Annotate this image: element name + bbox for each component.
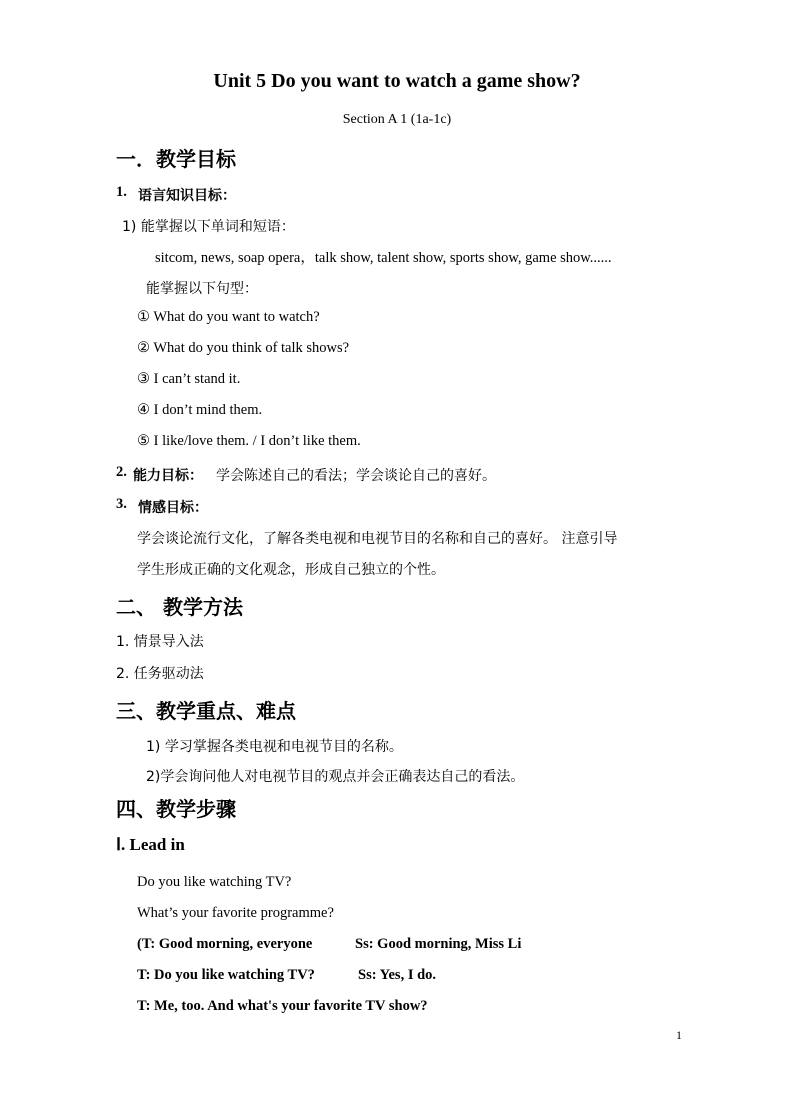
method-item: 2. 任务驱动法: [116, 666, 204, 682]
item-1-sub-1: 1) 能掌握以下单词和短语：: [122, 219, 295, 235]
item-2-number: 2.: [116, 464, 127, 480]
sentence-intro: 能掌握以下句型：: [146, 281, 258, 297]
lead-question: What’s your favorite programme?: [137, 905, 334, 921]
sentence-item: ⑤ I like/love them. / I don’t like them.: [137, 433, 361, 449]
heading-teaching-steps: 四、教学步骤: [116, 797, 236, 821]
dialog-student-line: Ss: Good morning, Miss Li: [355, 936, 522, 952]
key-point-item: 2)学会询问他人对电视节目的观点并会正确表达自己的看法。: [146, 769, 525, 785]
sentence-item: ② What do you think of talk shows?: [137, 340, 350, 356]
sentence-item: ④ I don’t mind them.: [137, 402, 263, 418]
heading-teaching-methods: 二、 教学方法: [116, 595, 243, 619]
item-2-label: 能力目标：: [133, 468, 203, 484]
item-1-number: 1.: [116, 184, 127, 200]
key-point-item: 1) 学习掌握各类电视和电视节目的名称。: [146, 739, 403, 755]
item-3-number: 3.: [116, 496, 127, 512]
item-3-text-line-1: 学会谈论流行文化，了解各类电视和电视节目的名称和自己的喜好。 注意引导: [137, 531, 618, 547]
sentence-item: ① What do you want to watch?: [137, 309, 320, 325]
dialog-teacher-line: (T: Good morning, everyone: [137, 936, 313, 952]
document-title: Unit 5 Do you want to watch a game show?: [213, 70, 581, 92]
vocab-line: sitcom, news, soap opera，talk show, talent show, sports show, game show......: [155, 250, 612, 266]
dialog-teacher-line: T: Me, too. And what's your favorite TV show?: [137, 998, 428, 1014]
method-item: 1. 情景导入法: [116, 634, 204, 650]
sentence-item: ③ I can’t stand it.: [137, 371, 241, 387]
item-1-label: 语言知识目标：: [138, 188, 236, 204]
page-number: 1: [676, 1028, 682, 1042]
dialog-student-line: Ss: Yes, I do.: [358, 967, 437, 983]
item-3-label: 情感目标：: [138, 500, 208, 516]
heading-key-points: 三、教学重点、难点: [116, 699, 296, 723]
heading-teaching-goals: 一．教学目标: [116, 147, 236, 171]
lead-in-heading: Ⅰ. Lead in: [116, 835, 185, 854]
lead-question: Do you like watching TV?: [137, 874, 292, 890]
section-subtitle: Section A 1 (1a-1c): [342, 112, 452, 127]
item-2-text: 学会陈述自己的看法；学会谈论自己的喜好。: [216, 468, 496, 484]
dialog-teacher-line: T: Do you like watching TV?: [137, 967, 315, 983]
item-3-text-line-2: 学生形成正确的文化观念，形成自己独立的个性。: [137, 562, 445, 578]
